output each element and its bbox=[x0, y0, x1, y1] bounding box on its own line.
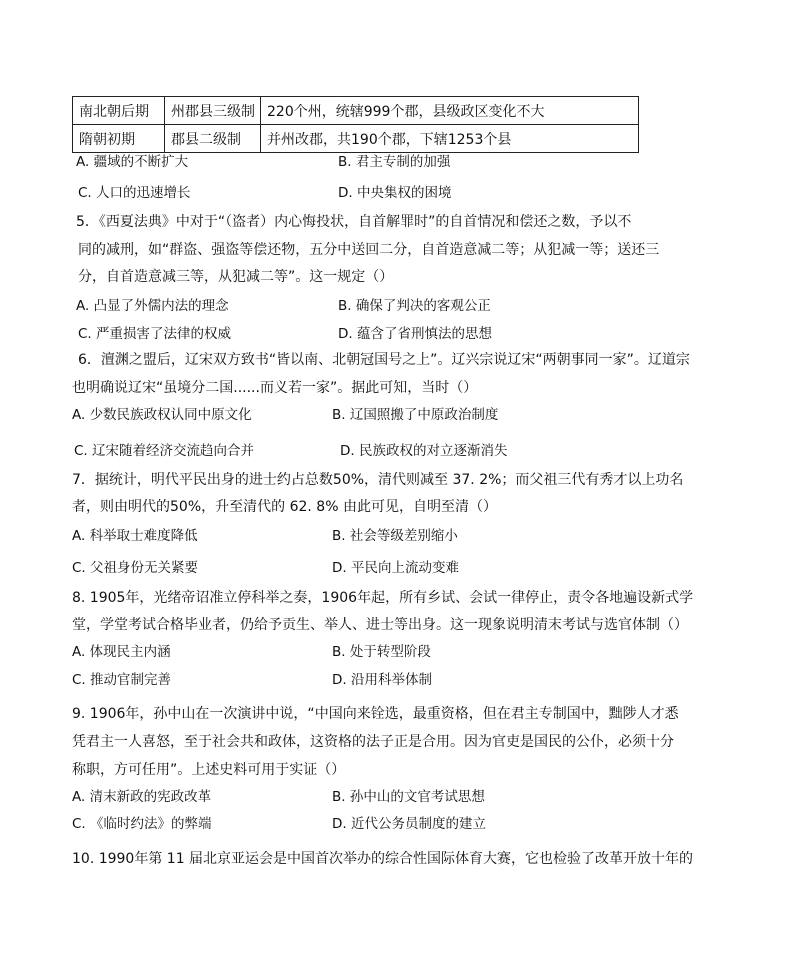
q4-option-d[interactable]: D. 中央集权的困境 bbox=[338, 185, 452, 201]
table-cell: 州郡县三级制 bbox=[165, 97, 261, 125]
q5-stem-line: 5．《西夏法典》中对于“（盗者）内心悔投状，自首解罪时”的自首情况和偿还之数，予以不 bbox=[76, 214, 632, 230]
q4-option-b[interactable]: B. 君主专制的加强 bbox=[338, 154, 451, 170]
q5-option-d[interactable]: D. 蕴含了省刑慎法的思想 bbox=[338, 326, 492, 342]
q9-option-a[interactable]: A. 清末新政的宪政改革 bbox=[72, 789, 212, 805]
q9-stem-line: 称职，方可任用”。上述史料可用于实证（） bbox=[72, 762, 346, 778]
q5-stem-line: 分，自首造意减三等，从犯减二等”。这一规定（） bbox=[78, 269, 394, 285]
table-cell: 郡县二级制 bbox=[165, 125, 261, 153]
q7-stem-line: 者，则由明代的50%，升至清代的 62. 8% 由此可见，自明至清（） bbox=[72, 499, 497, 515]
q8-stem-line: 8. 1905年，光绪帝诏准立停科举之奏，1906年起，所有乡试、会试一律停止，责令各地遍设新式学 bbox=[72, 590, 694, 606]
table-row bbox=[73, 125, 639, 153]
q9-stem-line: 9. 1906年，孙中山在一次演讲中说，“中国向来铨选，最重资格，但在君主专制国中，黜陟人才悉 bbox=[72, 706, 679, 722]
q8-option-b[interactable]: B. 处于转型阶段 bbox=[332, 644, 431, 660]
table-cell: 并州改郡，共190个郡，下辖1253个县 bbox=[261, 125, 639, 153]
q9-stem-line: 凭君主一人喜怒，至于社会共和政体，这资格的法子正是合用。因为官吏是国民的公仆，必须十分 bbox=[72, 734, 674, 750]
q6-option-b[interactable]: B. 辽国照搬了中原政治制度 bbox=[332, 407, 499, 423]
q6-option-c[interactable]: C. 辽宋随着经济交流趋向合并 bbox=[74, 443, 255, 459]
q8-stem-line: 堂，学堂考试合格毕业者，仍给予贡生、举人、进士等出身。这一现象说明清末考试与选官体制（） bbox=[72, 617, 688, 633]
q5-option-b[interactable]: B. 确保了判决的客观公正 bbox=[338, 298, 491, 314]
table-cell: 220个州，统辖999个郡，县级政区变化不大 bbox=[261, 97, 639, 125]
q7-option-d[interactable]: D. 平民向上流动变难 bbox=[332, 560, 459, 576]
table-cell: 隋朝初期 bbox=[73, 125, 165, 153]
q7-option-a[interactable]: A. 科举取士难度降低 bbox=[72, 528, 198, 544]
q9-option-b[interactable]: B. 孙中山的文官考试思想 bbox=[332, 789, 485, 805]
q8-option-c[interactable]: C. 推动官制完善 bbox=[72, 672, 172, 688]
q6-stem-line: 6．澶渊之盟后，辽宋双方致书“皆以南、北朝冠国号之上”。辽兴宗说辽宋“两朝事同一家”。辽道宗 bbox=[78, 352, 690, 368]
q8-option-d[interactable]: D. 沿用科举体制 bbox=[332, 672, 432, 688]
q4-option-c[interactable]: C. 人口的迅速增长 bbox=[78, 185, 191, 201]
q7-option-b[interactable]: B. 社会等级差别缩小 bbox=[332, 528, 458, 544]
q6-option-d[interactable]: D. 民族政权的对立逐渐消失 bbox=[340, 443, 508, 459]
history-table bbox=[72, 96, 639, 153]
q10-stem-line: 10. 1990年第 11 届北京亚运会是中国首次举办的综合性国际体育大赛，它也检验了改革开放十年的 bbox=[72, 851, 694, 867]
table-row bbox=[73, 97, 639, 125]
q6-stem-line: 也明确说辽宋“虽境分二国......而义若一家”。据此可知，当时（） bbox=[72, 380, 478, 396]
table-cell: 南北朝后期 bbox=[73, 97, 165, 125]
q7-stem-line: 7．据统计，明代平民出身的进士约占总数50%，清代则减至 37. 2%；而父祖三代有秀才以上功名 bbox=[72, 472, 684, 488]
q5-stem-line: 同的减刑，如“群盗、强盗等偿还物，五分中送回二分，自首造意减二等；从犯减一等；送还三 bbox=[78, 242, 660, 258]
q7-option-c[interactable]: C. 父祖身份无关紧要 bbox=[72, 560, 199, 576]
q6-option-a[interactable]: A. 少数民族政权认同中原文化 bbox=[72, 407, 252, 423]
q9-option-c[interactable]: C. 《临时约法》的弊端 bbox=[72, 816, 212, 832]
q4-option-a[interactable]: A. 疆域的不断扩大 bbox=[76, 154, 189, 170]
q9-option-d[interactable]: D. 近代公务员制度的建立 bbox=[332, 816, 486, 832]
q5-option-a[interactable]: A. 凸显了外儒内法的理念 bbox=[76, 298, 229, 314]
q5-option-c[interactable]: C. 严重损害了法律的权威 bbox=[78, 326, 232, 342]
q8-option-a[interactable]: A. 体现民主内涵 bbox=[72, 644, 171, 660]
